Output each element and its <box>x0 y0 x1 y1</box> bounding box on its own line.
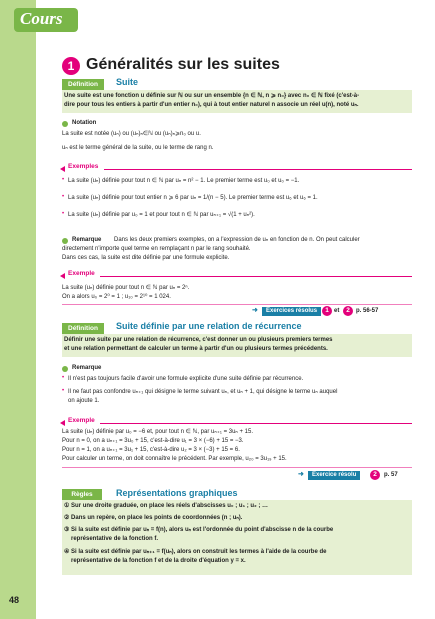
example-line: Pour n = 1, on a uₙ₊₁ = 3u₁ + 15, c'est-à-dire u₂ = 3 × (−3) + 15 = 6. <box>62 447 240 453</box>
rule-item: ③ Si la suite est définie par uₙ = f(n), alors uₙ est l'ordonnée du point d'abscisse n de la courbe <box>64 527 334 533</box>
pencil-icon <box>60 420 65 426</box>
example-rule <box>100 276 412 277</box>
rules-tag: Règles <box>62 489 102 500</box>
exercises-connector: et <box>334 308 340 314</box>
section-title: Généralités sur les suites <box>86 56 280 73</box>
example-bottom-rule <box>62 467 412 468</box>
rule-item: ① Sur une droite graduée, on place les réels d'abscisses u₀ ; u₁ ; u₂ ; … <box>64 503 269 509</box>
pencil-icon <box>60 273 65 279</box>
exercise-number[interactable]: 2 <box>343 306 353 316</box>
notation-line: uₙ est le terme général de la suite, ou le terme de rang n. <box>62 145 214 151</box>
remark-label: Remarque <box>72 237 102 243</box>
bullet: • <box>62 375 65 381</box>
example-label: Exemple <box>68 270 95 277</box>
remark-label: Remarque <box>72 365 102 371</box>
cours-label: Cours <box>20 9 63 28</box>
example-bottom-rule <box>62 304 412 305</box>
definition-line: Une suite est une fonction u définie sur ℕ ou sur un ensemble {n ∈ ℕ, n ⩾ n₀} avec n₀ ∈ ℕ fixé (c'est-à- <box>64 93 360 99</box>
green-sidebar <box>0 0 36 619</box>
circle-arrow-icon <box>62 366 68 372</box>
example-line: On a alors u₀ = 2⁰ = 1 ; u₁₀ = 2¹⁰ = 1 024. <box>62 294 171 300</box>
arrow-right-icon: ➜ <box>298 471 304 478</box>
example-item: La suite (uₙ) définie pour tout entier n ⩾ 6 par uₙ = 1/(n − 5). Le premier terme est u₆ et u₆ = 1. <box>68 195 318 201</box>
remark-item: on ajoute 1. <box>68 398 100 404</box>
definition-line: et une relation permettant de calculer un terme à partir d'un ou plusieurs termes précédents. <box>64 346 328 352</box>
example-line: La suite (uₙ) définie par u₀ = −6 et, pour tout n ∈ ℕ, par uₙ₊₁ = 3uₙ + 15. <box>62 429 253 435</box>
example-item: La suite (uₙ) définie pour tout n ∈ ℕ par uₙ = n² − 1. Le premier terme est u₀ et u₀ = −1. <box>68 178 300 184</box>
exercise-pages: p. 57 <box>384 472 398 478</box>
example-label: Exemple <box>68 417 95 424</box>
definition-tag: Définition <box>62 79 104 90</box>
exercise-number[interactable]: 2 <box>370 470 380 480</box>
page-number: 48 <box>9 595 20 605</box>
remark-line: Dans ces cas, la suite est dite définie par une formule explicite. <box>62 255 230 261</box>
definition-title: Suite <box>116 77 139 87</box>
bullet: • <box>62 211 65 217</box>
exercise-number[interactable]: 1 <box>322 306 332 316</box>
remark-item: Il n'est pas toujours facile d'avoir une formule explicite d'une suite définie par récurrence. <box>68 376 304 382</box>
examples-rule <box>104 169 412 170</box>
remark-line: directement n'importe quel terme en remplaçant n par le rang souhaité. <box>62 246 251 252</box>
rule-item: ② Dans un repère, on place les points de coordonnées (n ; uₙ). <box>64 515 243 521</box>
definition-line: Définir une suite par une relation de récurrence, c'est donner un ou plusieurs premiers termes <box>64 337 333 343</box>
notation-label: Notation <box>72 120 97 126</box>
exercise-link[interactable]: Exercice résolu <box>308 471 360 480</box>
example-line: La suite (uₙ) définie pour tout n ∈ ℕ par uₙ = 2ⁿ. <box>62 285 190 291</box>
bullet: • <box>62 177 65 183</box>
notation-line: La suite est notée (uₙ) ou (uₙ)ₙ∈ℕ ou (uₙ)ₙ⩾n₀ ou u. <box>62 131 201 137</box>
exercises-link[interactable]: Exercices résolus <box>262 307 321 316</box>
exercises-pages: p. 56-57 <box>356 308 379 314</box>
example-line: Pour calculer un terme, on doit connaître le précédent. Par exemple, u₂₀ = 3u₁₉ + 15. <box>62 456 287 462</box>
definition-title: Suite définie par une relation de récurrence <box>116 321 302 331</box>
example-line: Pour n = 0, on a uₙ₊₁ = 3u₀ + 15, c'est-à-dire u₁ = 3 × (−6) + 15 = −3. <box>62 438 244 444</box>
rule-item: représentative de la fonction f. <box>71 536 159 542</box>
definition-tag: Définition <box>62 323 104 334</box>
circle-arrow-icon <box>62 121 68 127</box>
rule-item: représentative de la fonction f et de la droite d'équation y = x. <box>71 558 246 564</box>
example-rule <box>100 423 412 424</box>
remark-line: Dans les deux premiers exemples, on a l'expression de uₙ en fonction de n. On peut calculer <box>114 237 360 243</box>
pencil-icon <box>60 166 65 172</box>
bullet: • <box>62 194 65 200</box>
remark-item: Il ne faut pas confondre uₙ₊₁ qui désigne le terme suivant uₙ, et uₙ + 1, qui désigne le terme uₙ auquel <box>68 389 338 395</box>
arrow-right-icon: ➜ <box>252 307 258 314</box>
bullet: • <box>62 388 65 394</box>
example-item: La suite (uₙ) définie par u₀ = 1 et pour tout n ∈ ℕ par uₙ₊₁ = √(1 + uₙ²). <box>68 212 255 218</box>
examples-label: Exemples <box>68 163 99 170</box>
section-number: 1 <box>62 57 80 75</box>
circle-arrow-icon <box>62 238 68 244</box>
definition-line: dire pour tous les entiers à partir d'un entier n₀), qui à tout entier naturel n associe un réel u(n), noté uₙ. <box>64 102 359 108</box>
rule-item: ④ Si la suite est définie par uₙ₊₁ = f(uₙ), alors on construit les termes à l'aide de la courbe de <box>64 549 327 555</box>
rules-title: Représentations graphiques <box>116 488 238 498</box>
